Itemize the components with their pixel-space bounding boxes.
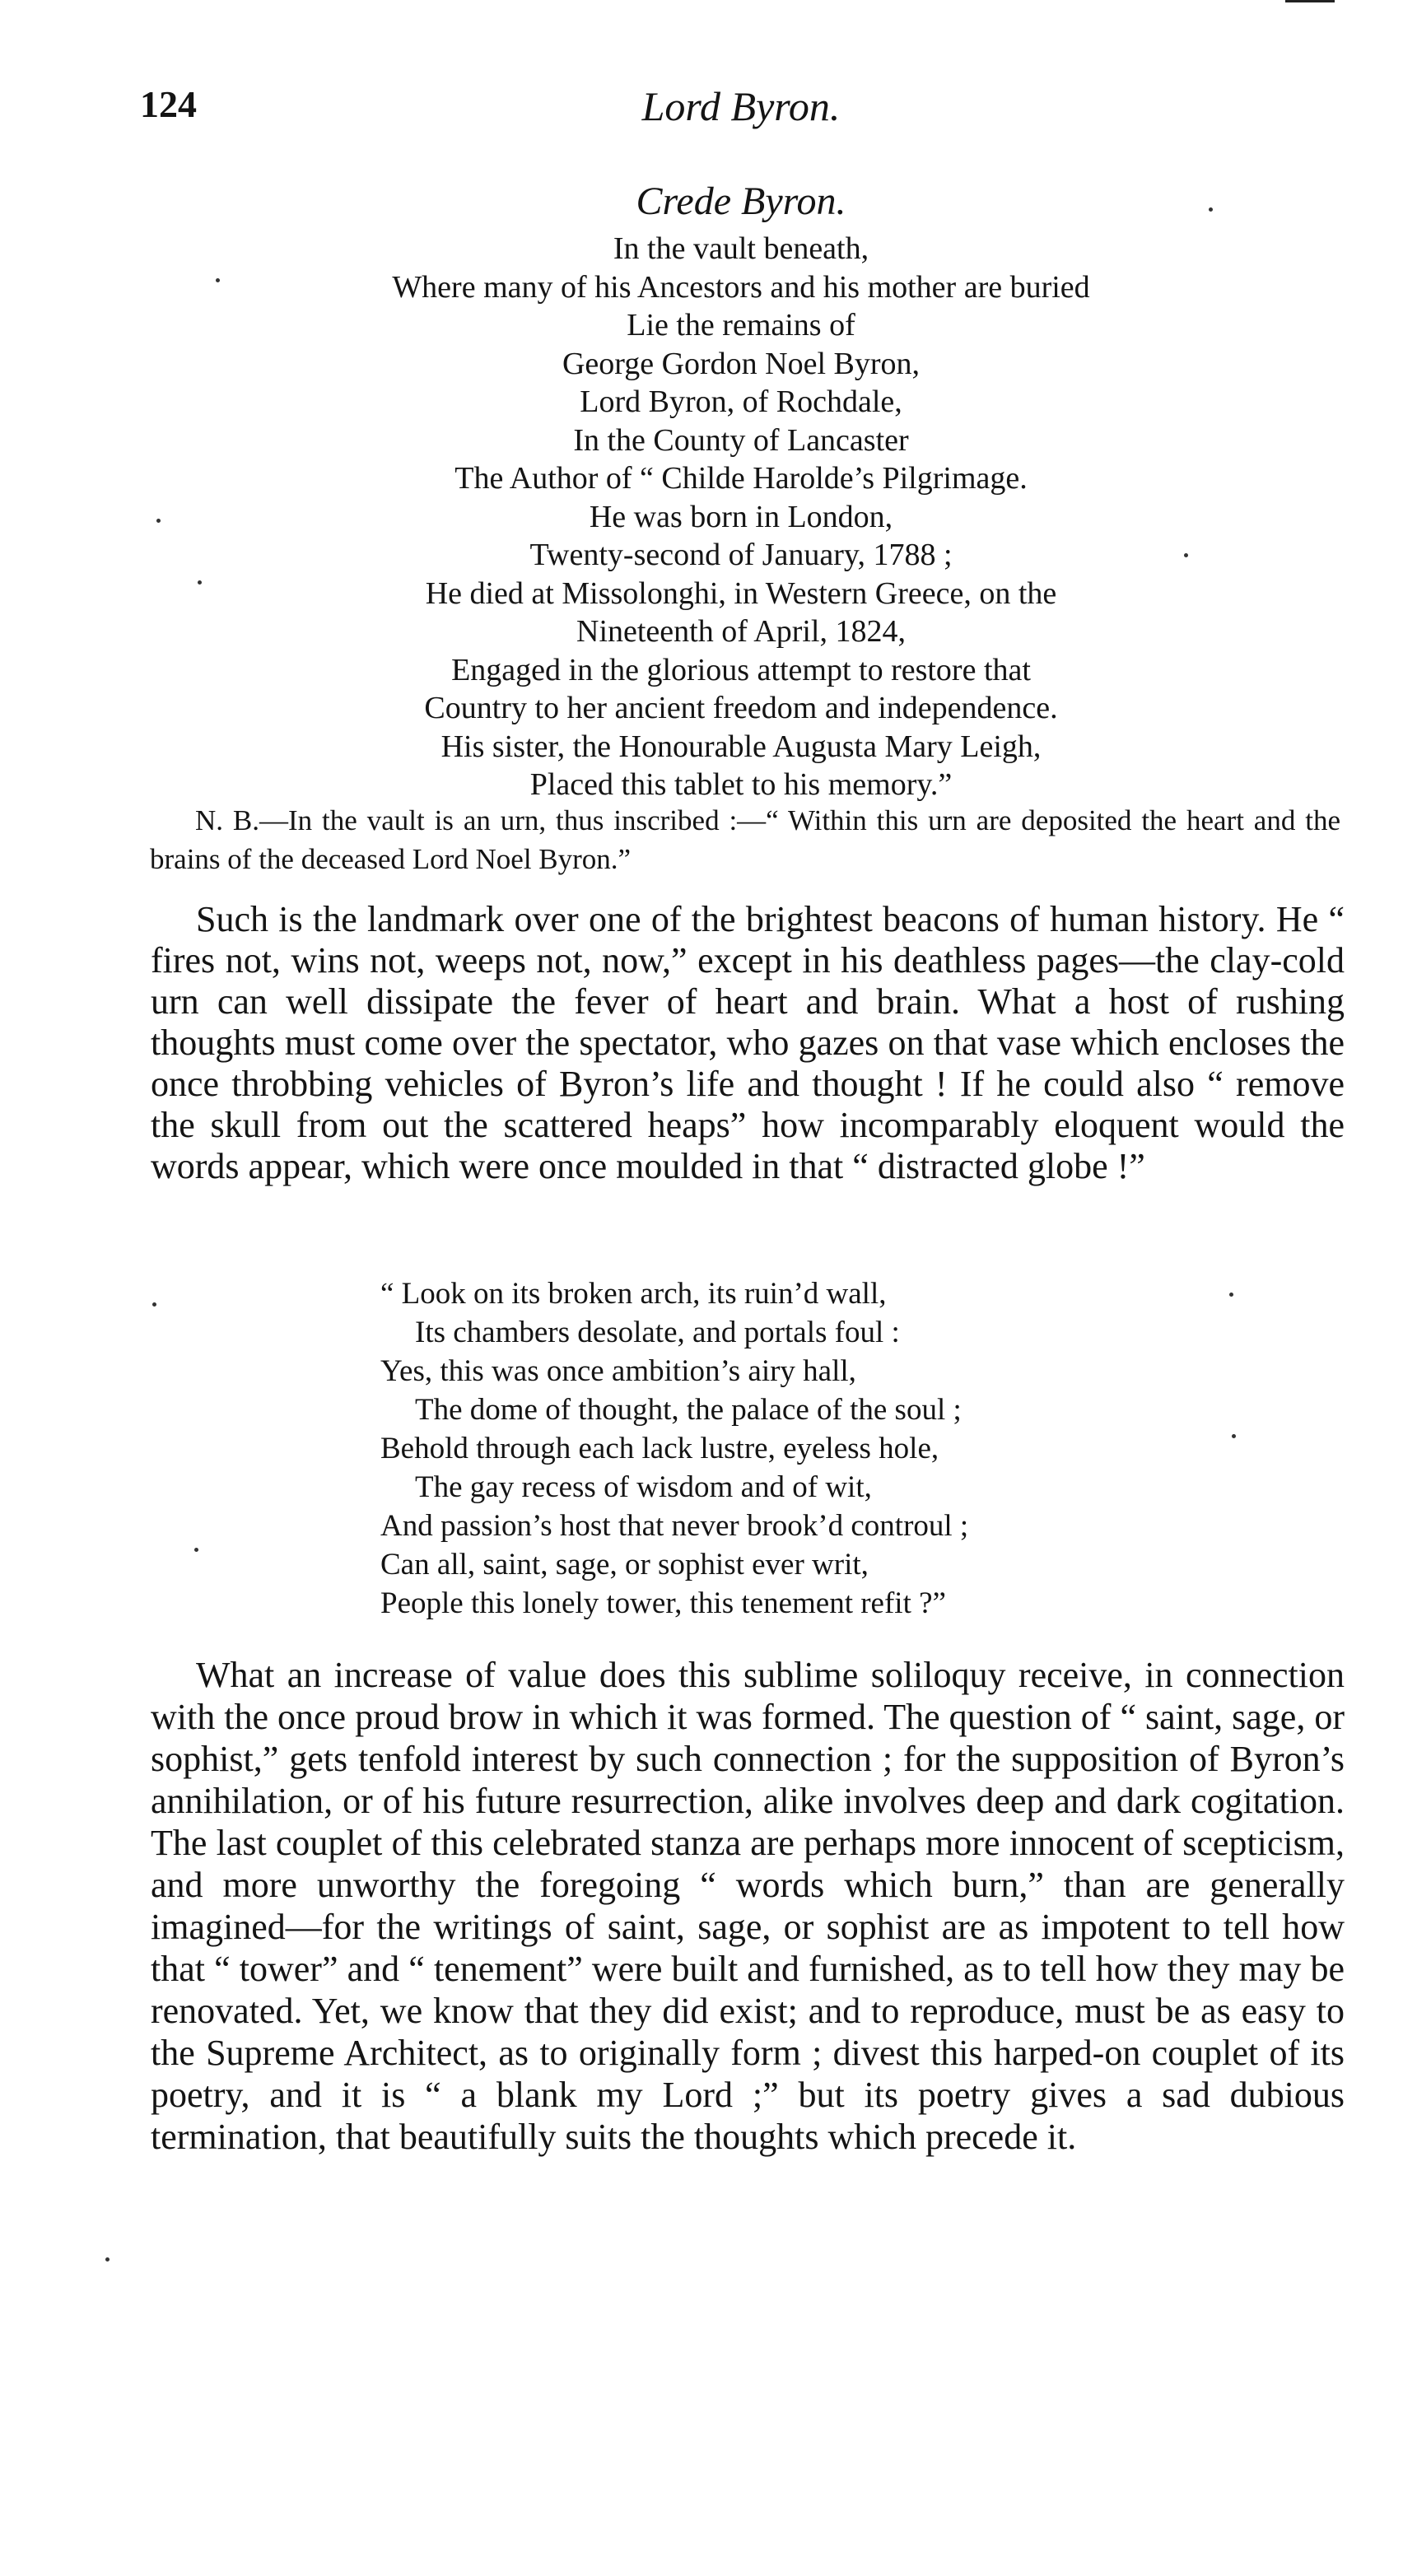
print-speck	[152, 1302, 156, 1307]
print-speck	[105, 2257, 110, 2262]
poem-line: “ Look on its broken arch, its ruin’d wall,	[380, 1277, 887, 1311]
poem-line: The gay recess of wisdom and of wit,	[415, 1470, 872, 1504]
poem-line: Behold through each lack lustre, eyeless hole,	[380, 1432, 939, 1465]
body-paragraph-2: What an increase of value does this sublime soliloquy receive, in connection with the once proud brow in which it was formed. The question of “ saint, sage, or sophist,” gets tenfold interest by such connection ; for the supposition of Byron’s annihilation, or of his future resurrection, alike involves deep and dark cogitation. The last couplet of this celebrated stanza are perhaps more innocent of scepticism, and more unworthy the foregoing “ words which burn,” than are generally imagined—for the writings of saint, sage, or sophist are as impotent to tell how that “ tower” and “ tenement” were built and furnished, as to tell how they may be renovated. Yet, we know that they did exist; and to reproduce, must be as easy to the Supreme Architect, as to originally form ; divest this harped-on couplet of its poetry, and it is “ a blank my Lord ;” but its poetry gives a sad dubious termination, that beautifully suits the thoughts which precede it.	[151, 1655, 1345, 2157]
inscription-line: Lord Byron, of Rochdale,	[580, 384, 902, 419]
inscription-line: His sister, the Honourable Augusta Mary Leigh,	[440, 729, 1042, 764]
poem-line: People this lonely tower, this tenement refit ?”	[380, 1586, 946, 1620]
inscription-line: Where many of his Ancestors and his mother are buried	[392, 269, 1090, 305]
poem-line: Yes, this was once ambition’s airy hall,	[380, 1354, 856, 1388]
inscription-title: Crede Byron.	[636, 179, 846, 223]
inscription-line: George Gordon Noel Byron,	[562, 346, 921, 381]
inscription-line: In the vault beneath,	[613, 231, 869, 266]
poem-line: The dome of thought, the palace of the soul ;	[415, 1393, 962, 1427]
page-number: 124	[140, 83, 197, 125]
inscription-line: Twenty-second of January, 1788 ;	[529, 538, 953, 572]
running-head: Lord Byron.	[641, 83, 841, 129]
inscription-line: The Author of “ Childe Harolde’s Pilgrimage.	[454, 461, 1028, 496]
epitaph-inscription	[132, 177, 1350, 804]
inscription-line: Country to her ancient freedom and independence.	[424, 691, 1058, 725]
print-speck	[1184, 553, 1188, 557]
inscription-line: Nineteenth of April, 1824,	[576, 614, 906, 649]
inscription-line: Engaged in the glorious attempt to restore that	[451, 652, 1031, 687]
inscription-line: He died at Missolonghi, in Western Greece, on the	[425, 575, 1057, 611]
poem-stanza	[380, 1274, 1204, 1623]
inscription-line: Lie the remains of	[627, 308, 855, 342]
page-edge-mark	[1285, 0, 1335, 2]
print-speck	[216, 278, 220, 282]
poem-line: And passion’s host that never brook’d controul ;	[380, 1509, 969, 1543]
inscription-line: Placed this tablet to his memory.”	[529, 767, 953, 802]
print-speck	[1232, 1434, 1236, 1438]
print-speck	[198, 580, 202, 585]
body-paragraph-1: Such is the landmark over one of the brightest beacons of human history. He “ fires not, wins not, weeps not, now,” except in his deathless pages—the clay-cold urn can well dissipate the fever of heart and brain. What a host of rushing thoughts must come over the spectator, who gazes on that vase which encloses the once throbbing vehicles of Byron’s life and thought ! If he could also “ remove the skull from out the scattered heaps” how incomparably eloquent would the words appear, which were once moulded in that “ distracted globe !”	[151, 899, 1345, 1186]
poem-line: Its chambers desolate, and portals foul :	[415, 1316, 900, 1349]
print-speck	[1209, 207, 1213, 212]
nota-bene-note: N. B.—In the vault is an urn, thus inscribed :—“ Within this urn are deposited the heart and the brains of the deceased Lord Noel Byron.”	[150, 804, 1340, 875]
poem-line: Can all, saint, sage, or sophist ever writ,	[380, 1548, 869, 1581]
page-header	[132, 82, 1350, 148]
print-speck	[156, 519, 161, 523]
print-speck	[1229, 1293, 1233, 1297]
print-speck	[194, 1548, 198, 1552]
inscription-line: He was born in London,	[589, 499, 893, 534]
inscription-line: In the County of Lancaster	[573, 422, 909, 458]
